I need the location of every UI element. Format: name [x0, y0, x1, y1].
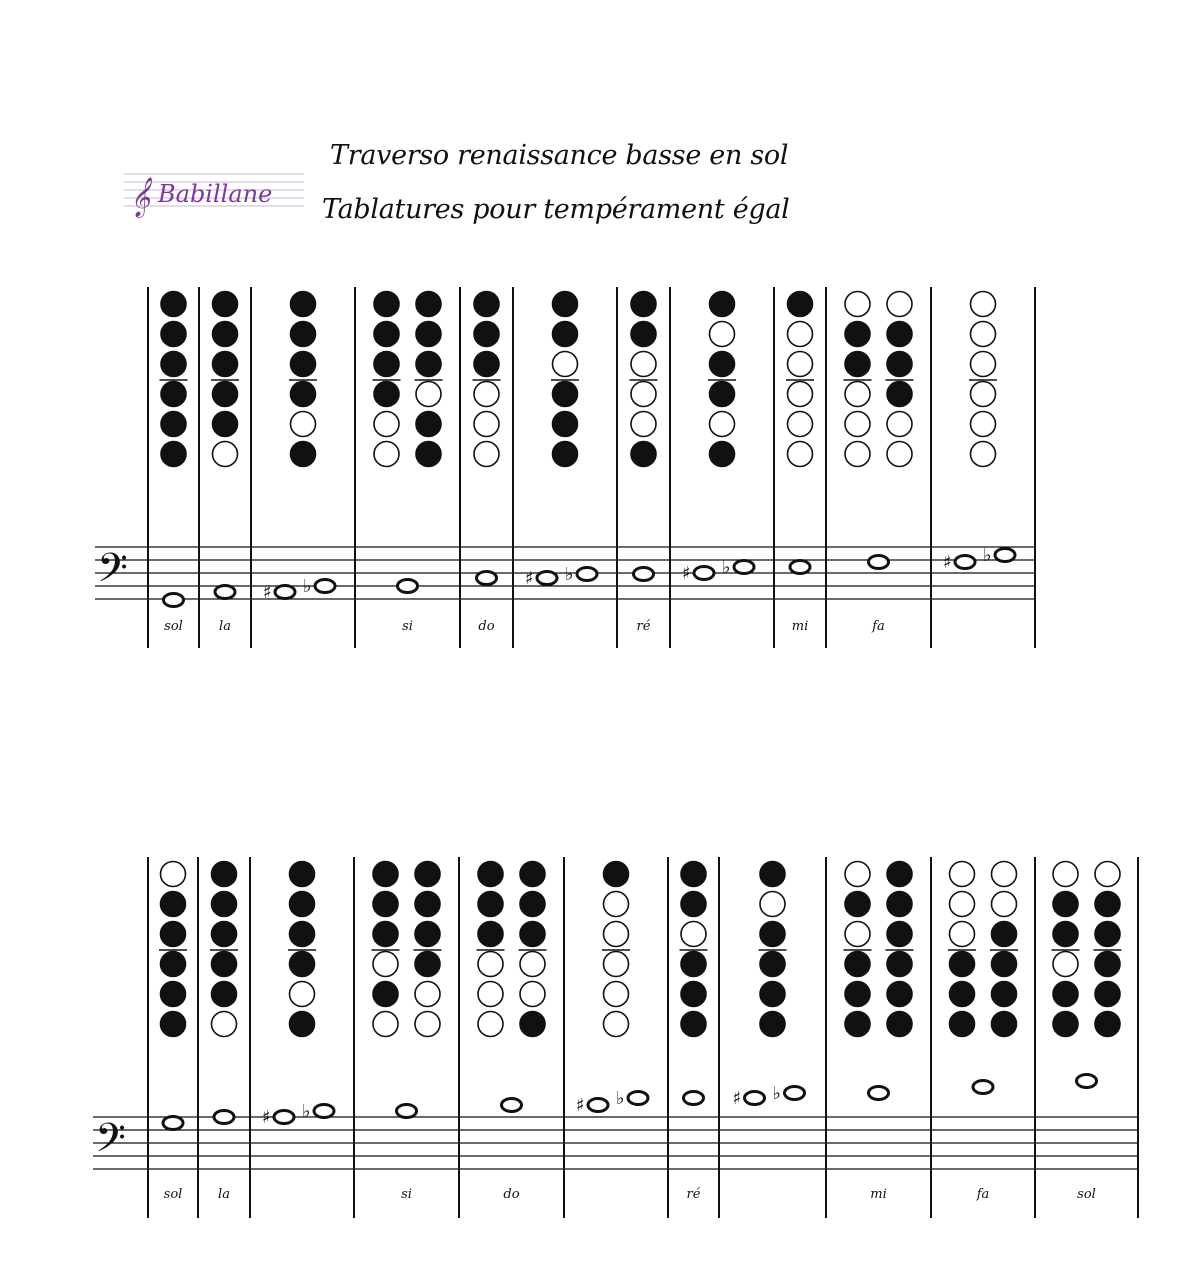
open-hole-icon	[950, 922, 975, 947]
fingering-diagram	[759, 862, 787, 1037]
fingering-row-2	[93, 857, 1138, 1218]
open-hole-icon	[950, 862, 975, 887]
closed-hole-icon	[478, 892, 503, 917]
title-line-2: Tablatures pour tempérament égal	[322, 194, 790, 225]
closed-hole-icon	[416, 412, 441, 437]
open-hole-icon	[710, 322, 735, 347]
whole-note-icon	[577, 568, 597, 581]
fingering-diagram	[1052, 862, 1080, 1037]
closed-hole-icon	[887, 352, 912, 377]
whole-note-icon	[537, 572, 557, 585]
svg-text:𝄞: 𝄞	[130, 177, 151, 217]
note-cell	[576, 862, 648, 1117]
fingering-diagram	[519, 862, 547, 1037]
closed-hole-icon	[887, 982, 912, 1007]
whole-note-icon	[398, 580, 418, 593]
whole-note-icon	[973, 1081, 993, 1094]
open-hole-icon	[291, 412, 316, 437]
closed-hole-icon	[290, 952, 315, 977]
note-name-label: mi	[791, 619, 809, 634]
open-hole-icon	[631, 382, 656, 407]
closed-hole-icon	[1053, 1012, 1078, 1037]
note-cell	[160, 292, 188, 635]
fingering-diagram	[844, 292, 872, 467]
closed-hole-icon	[992, 922, 1017, 947]
note-cell	[948, 862, 1018, 1203]
open-hole-icon	[478, 982, 503, 1007]
open-hole-icon	[631, 412, 656, 437]
closed-hole-icon	[845, 952, 870, 977]
fingering-diagram	[1094, 862, 1122, 1037]
open-hole-icon	[520, 982, 545, 1007]
open-hole-icon	[213, 442, 238, 467]
closed-hole-icon	[845, 352, 870, 377]
fingering-diagram	[886, 292, 914, 467]
open-hole-icon	[478, 952, 503, 977]
fingering-diagram	[844, 862, 872, 1037]
closed-hole-icon	[1053, 922, 1078, 947]
closed-hole-icon	[161, 952, 186, 977]
closed-hole-icon	[415, 892, 440, 917]
fingering-diagram	[473, 292, 501, 467]
open-hole-icon	[1053, 952, 1078, 977]
open-hole-icon	[1053, 862, 1078, 887]
note-cell	[372, 862, 442, 1203]
closed-hole-icon	[1053, 892, 1078, 917]
fingering-diagram	[990, 862, 1018, 1037]
open-hole-icon	[845, 442, 870, 467]
fingering-diagram	[415, 292, 443, 467]
closed-hole-icon	[887, 892, 912, 917]
flat-icon: ♭	[772, 1083, 781, 1104]
open-hole-icon	[604, 1012, 629, 1037]
open-hole-icon	[971, 382, 996, 407]
closed-hole-icon	[631, 442, 656, 467]
fingering-diagram	[288, 862, 316, 1037]
note-cell	[844, 862, 914, 1203]
open-hole-icon	[604, 952, 629, 977]
closed-hole-icon	[478, 862, 503, 887]
closed-hole-icon	[373, 982, 398, 1007]
note-cell	[262, 862, 334, 1129]
open-hole-icon	[474, 442, 499, 467]
closed-hole-icon	[290, 892, 315, 917]
closed-hole-icon	[374, 382, 399, 407]
closed-hole-icon	[161, 1012, 186, 1037]
sharp-icon: ♯	[732, 1088, 742, 1109]
closed-hole-icon	[212, 982, 237, 1007]
open-hole-icon	[887, 412, 912, 437]
closed-hole-icon	[161, 922, 186, 947]
closed-hole-icon	[887, 922, 912, 947]
whole-note-icon	[163, 1117, 183, 1130]
open-hole-icon	[971, 292, 996, 317]
open-hole-icon	[845, 922, 870, 947]
closed-hole-icon	[374, 352, 399, 377]
closed-hole-icon	[845, 322, 870, 347]
closed-hole-icon	[950, 1012, 975, 1037]
closed-hole-icon	[1095, 952, 1120, 977]
closed-hole-icon	[681, 1012, 706, 1037]
closed-hole-icon	[373, 892, 398, 917]
open-hole-icon	[604, 982, 629, 1007]
closed-hole-icon	[416, 322, 441, 347]
closed-hole-icon	[631, 292, 656, 317]
closed-hole-icon	[291, 322, 316, 347]
closed-hole-icon	[374, 322, 399, 347]
fingering-diagram	[630, 292, 658, 467]
closed-hole-icon	[760, 862, 785, 887]
closed-hole-icon	[887, 382, 912, 407]
closed-hole-icon	[1095, 922, 1120, 947]
note-name-label: si	[402, 619, 413, 634]
closed-hole-icon	[212, 922, 237, 947]
closed-hole-icon	[710, 382, 735, 407]
note-cell	[682, 292, 754, 585]
note-cell	[680, 862, 708, 1203]
closed-hole-icon	[760, 1012, 785, 1037]
closed-hole-icon	[290, 862, 315, 887]
open-hole-icon	[971, 322, 996, 347]
fingering-diagram	[948, 862, 976, 1037]
closed-hole-icon	[161, 442, 186, 467]
closed-hole-icon	[373, 862, 398, 887]
fingering-diagram	[289, 292, 317, 467]
closed-hole-icon	[681, 892, 706, 917]
whole-note-icon	[397, 1105, 417, 1118]
closed-hole-icon	[845, 1012, 870, 1037]
closed-hole-icon	[950, 982, 975, 1007]
whole-note-icon	[734, 561, 754, 574]
closed-hole-icon	[374, 292, 399, 317]
note-name-label: la	[218, 1187, 230, 1202]
closed-hole-icon	[161, 292, 186, 317]
open-hole-icon	[415, 982, 440, 1007]
open-hole-icon	[1095, 862, 1120, 887]
closed-hole-icon	[681, 982, 706, 1007]
fingering-diagram	[211, 292, 239, 467]
closed-hole-icon	[161, 322, 186, 347]
closed-hole-icon	[291, 352, 316, 377]
note-cell	[477, 862, 547, 1203]
open-hole-icon	[760, 892, 785, 917]
whole-note-icon	[1077, 1075, 1097, 1088]
flat-icon: ♭	[983, 545, 992, 566]
whole-note-icon	[477, 572, 497, 585]
closed-hole-icon	[373, 922, 398, 947]
whole-note-icon	[785, 1087, 805, 1100]
open-hole-icon	[788, 352, 813, 377]
fingering-diagram	[414, 862, 442, 1037]
note-name-label: do	[478, 619, 495, 634]
sharp-icon: ♯	[943, 552, 952, 573]
logo-text: Babillane	[158, 180, 273, 208]
closed-hole-icon	[887, 322, 912, 347]
note-cell	[1052, 862, 1122, 1203]
closed-hole-icon	[161, 382, 186, 407]
open-hole-icon	[681, 922, 706, 947]
whole-note-icon	[314, 1105, 334, 1118]
note-name-label: do	[503, 1187, 520, 1202]
whole-note-icon	[588, 1099, 608, 1112]
closed-hole-icon	[161, 892, 186, 917]
closed-hole-icon	[760, 952, 785, 977]
closed-hole-icon	[474, 322, 499, 347]
open-hole-icon	[520, 952, 545, 977]
closed-hole-icon	[213, 322, 238, 347]
closed-hole-icon	[681, 862, 706, 887]
closed-hole-icon	[1095, 982, 1120, 1007]
whole-note-icon	[995, 549, 1015, 562]
closed-hole-icon	[887, 952, 912, 977]
closed-hole-icon	[710, 292, 735, 317]
open-hole-icon	[553, 352, 578, 377]
note-name-label: ré	[686, 1187, 701, 1202]
note-cell	[733, 862, 805, 1110]
closed-hole-icon	[553, 292, 578, 317]
whole-note-icon	[628, 1092, 648, 1105]
closed-hole-icon	[291, 292, 316, 317]
flat-icon: ♭	[302, 1101, 311, 1122]
closed-hole-icon	[416, 352, 441, 377]
bass-clef-icon: 𝄢	[95, 1115, 126, 1171]
open-hole-icon	[631, 352, 656, 377]
sharp-icon: ♯	[682, 563, 691, 584]
closed-hole-icon	[992, 1012, 1017, 1037]
bass-clef-icon: 𝄢	[97, 545, 128, 601]
open-hole-icon	[845, 382, 870, 407]
open-hole-icon	[373, 1012, 398, 1037]
closed-hole-icon	[213, 292, 238, 317]
fingering-diagram	[210, 862, 238, 1037]
fingering-diagram	[159, 862, 187, 1037]
open-hole-icon	[374, 442, 399, 467]
closed-hole-icon	[212, 862, 237, 887]
closed-hole-icon	[1095, 892, 1120, 917]
whole-note-icon	[955, 556, 975, 569]
note-cell	[525, 292, 597, 590]
open-hole-icon	[971, 352, 996, 377]
closed-hole-icon	[520, 922, 545, 947]
whole-note-icon	[745, 1092, 765, 1105]
closed-hole-icon	[845, 982, 870, 1007]
note-cell	[211, 292, 239, 635]
closed-hole-icon	[212, 892, 237, 917]
open-hole-icon	[604, 922, 629, 947]
note-name-label: si	[401, 1187, 412, 1202]
whole-note-icon	[502, 1099, 522, 1112]
open-hole-icon	[950, 892, 975, 917]
note-cell	[943, 292, 1015, 574]
sharp-icon: ♯	[525, 568, 534, 589]
note-cell	[210, 862, 238, 1203]
flat-icon: ♭	[616, 1088, 625, 1109]
open-hole-icon	[373, 952, 398, 977]
whole-note-icon	[869, 556, 889, 569]
open-hole-icon	[290, 982, 315, 1007]
open-hole-icon	[374, 412, 399, 437]
fingering-row-1	[95, 287, 1035, 648]
closed-hole-icon	[788, 292, 813, 317]
open-hole-icon	[845, 292, 870, 317]
note-name-label: ré	[636, 619, 651, 634]
note-name-label: mi	[870, 1187, 887, 1202]
open-hole-icon	[845, 862, 870, 887]
note-cell	[630, 292, 658, 635]
closed-hole-icon	[887, 862, 912, 887]
fingering-diagram	[477, 862, 505, 1037]
closed-hole-icon	[992, 982, 1017, 1007]
fingering-diagram	[786, 292, 814, 467]
note-name-label: sol	[1077, 1187, 1096, 1202]
whole-note-icon	[164, 594, 184, 607]
open-hole-icon	[474, 412, 499, 437]
closed-hole-icon	[474, 352, 499, 377]
closed-hole-icon	[290, 922, 315, 947]
closed-hole-icon	[416, 442, 441, 467]
open-hole-icon	[474, 382, 499, 407]
closed-hole-icon	[161, 982, 186, 1007]
whole-note-icon	[315, 580, 335, 593]
open-hole-icon	[971, 442, 996, 467]
sharp-icon: ♯	[263, 582, 272, 603]
fingering-diagram	[969, 292, 997, 467]
whole-note-icon	[634, 568, 654, 581]
whole-note-icon	[869, 1087, 889, 1100]
closed-hole-icon	[416, 292, 441, 317]
open-hole-icon	[710, 412, 735, 437]
closed-hole-icon	[887, 1012, 912, 1037]
flat-icon: ♭	[565, 564, 574, 585]
closed-hole-icon	[710, 442, 735, 467]
note-cell	[844, 292, 914, 635]
closed-hole-icon	[478, 922, 503, 947]
flat-icon: ♭	[722, 557, 731, 578]
open-hole-icon	[604, 892, 629, 917]
fingering-diagram	[602, 862, 630, 1037]
closed-hole-icon	[681, 952, 706, 977]
closed-hole-icon	[213, 382, 238, 407]
closed-hole-icon	[520, 1012, 545, 1037]
note-cell	[263, 292, 335, 604]
closed-hole-icon	[604, 862, 629, 887]
note-cell	[159, 862, 187, 1203]
closed-hole-icon	[161, 412, 186, 437]
note-cell	[786, 292, 814, 635]
closed-hole-icon	[291, 382, 316, 407]
closed-hole-icon	[992, 952, 1017, 977]
closed-hole-icon	[474, 292, 499, 317]
closed-hole-icon	[710, 352, 735, 377]
open-hole-icon	[788, 442, 813, 467]
closed-hole-icon	[161, 352, 186, 377]
sharp-icon: ♯	[576, 1095, 585, 1116]
title-line-1: Traverso renaissance basse en sol	[330, 140, 789, 171]
whole-note-icon	[275, 586, 295, 599]
closed-hole-icon	[553, 322, 578, 347]
open-hole-icon	[887, 442, 912, 467]
open-hole-icon	[887, 292, 912, 317]
closed-hole-icon	[520, 862, 545, 887]
closed-hole-icon	[760, 982, 785, 1007]
closed-hole-icon	[553, 412, 578, 437]
closed-hole-icon	[760, 922, 785, 947]
flat-icon: ♭	[303, 576, 312, 597]
open-hole-icon	[416, 382, 441, 407]
fingering-diagram	[160, 292, 188, 467]
open-hole-icon	[845, 412, 870, 437]
closed-hole-icon	[553, 382, 578, 407]
open-hole-icon	[971, 412, 996, 437]
open-hole-icon	[415, 1012, 440, 1037]
fingering-diagram	[373, 292, 401, 467]
fingering-diagram	[680, 862, 708, 1037]
open-hole-icon	[788, 382, 813, 407]
whole-note-icon	[694, 567, 714, 580]
closed-hole-icon	[520, 892, 545, 917]
fingering-diagram	[372, 862, 400, 1037]
open-hole-icon	[992, 892, 1017, 917]
note-cell	[373, 292, 443, 635]
open-hole-icon	[161, 862, 186, 887]
fingering-diagram	[551, 292, 579, 467]
closed-hole-icon	[290, 1012, 315, 1037]
sharp-icon: ♯	[262, 1107, 271, 1128]
whole-note-icon	[684, 1092, 704, 1105]
closed-hole-icon	[212, 952, 237, 977]
closed-hole-icon	[213, 352, 238, 377]
closed-hole-icon	[950, 952, 975, 977]
whole-note-icon	[215, 586, 235, 599]
closed-hole-icon	[415, 952, 440, 977]
open-hole-icon	[788, 322, 813, 347]
note-name-label: fa	[872, 619, 885, 634]
closed-hole-icon	[845, 892, 870, 917]
closed-hole-icon	[291, 442, 316, 467]
note-cell	[473, 292, 501, 635]
closed-hole-icon	[1095, 1012, 1120, 1037]
open-hole-icon	[212, 1012, 237, 1037]
note-name-label: sol	[164, 619, 183, 634]
fingering-diagram	[708, 292, 736, 467]
fingering-diagram	[886, 862, 914, 1037]
note-name-label: la	[219, 619, 231, 634]
open-hole-icon	[992, 862, 1017, 887]
closed-hole-icon	[213, 412, 238, 437]
closed-hole-icon	[553, 442, 578, 467]
closed-hole-icon	[415, 922, 440, 947]
open-hole-icon	[788, 412, 813, 437]
closed-hole-icon	[415, 862, 440, 887]
whole-note-icon	[274, 1111, 294, 1124]
note-name-label: sol	[163, 1187, 183, 1202]
whole-note-icon	[790, 561, 810, 574]
closed-hole-icon	[631, 322, 656, 347]
closed-hole-icon	[1053, 982, 1078, 1007]
note-name-label: fa	[976, 1187, 990, 1202]
whole-note-icon	[214, 1111, 234, 1124]
open-hole-icon	[478, 1012, 503, 1037]
